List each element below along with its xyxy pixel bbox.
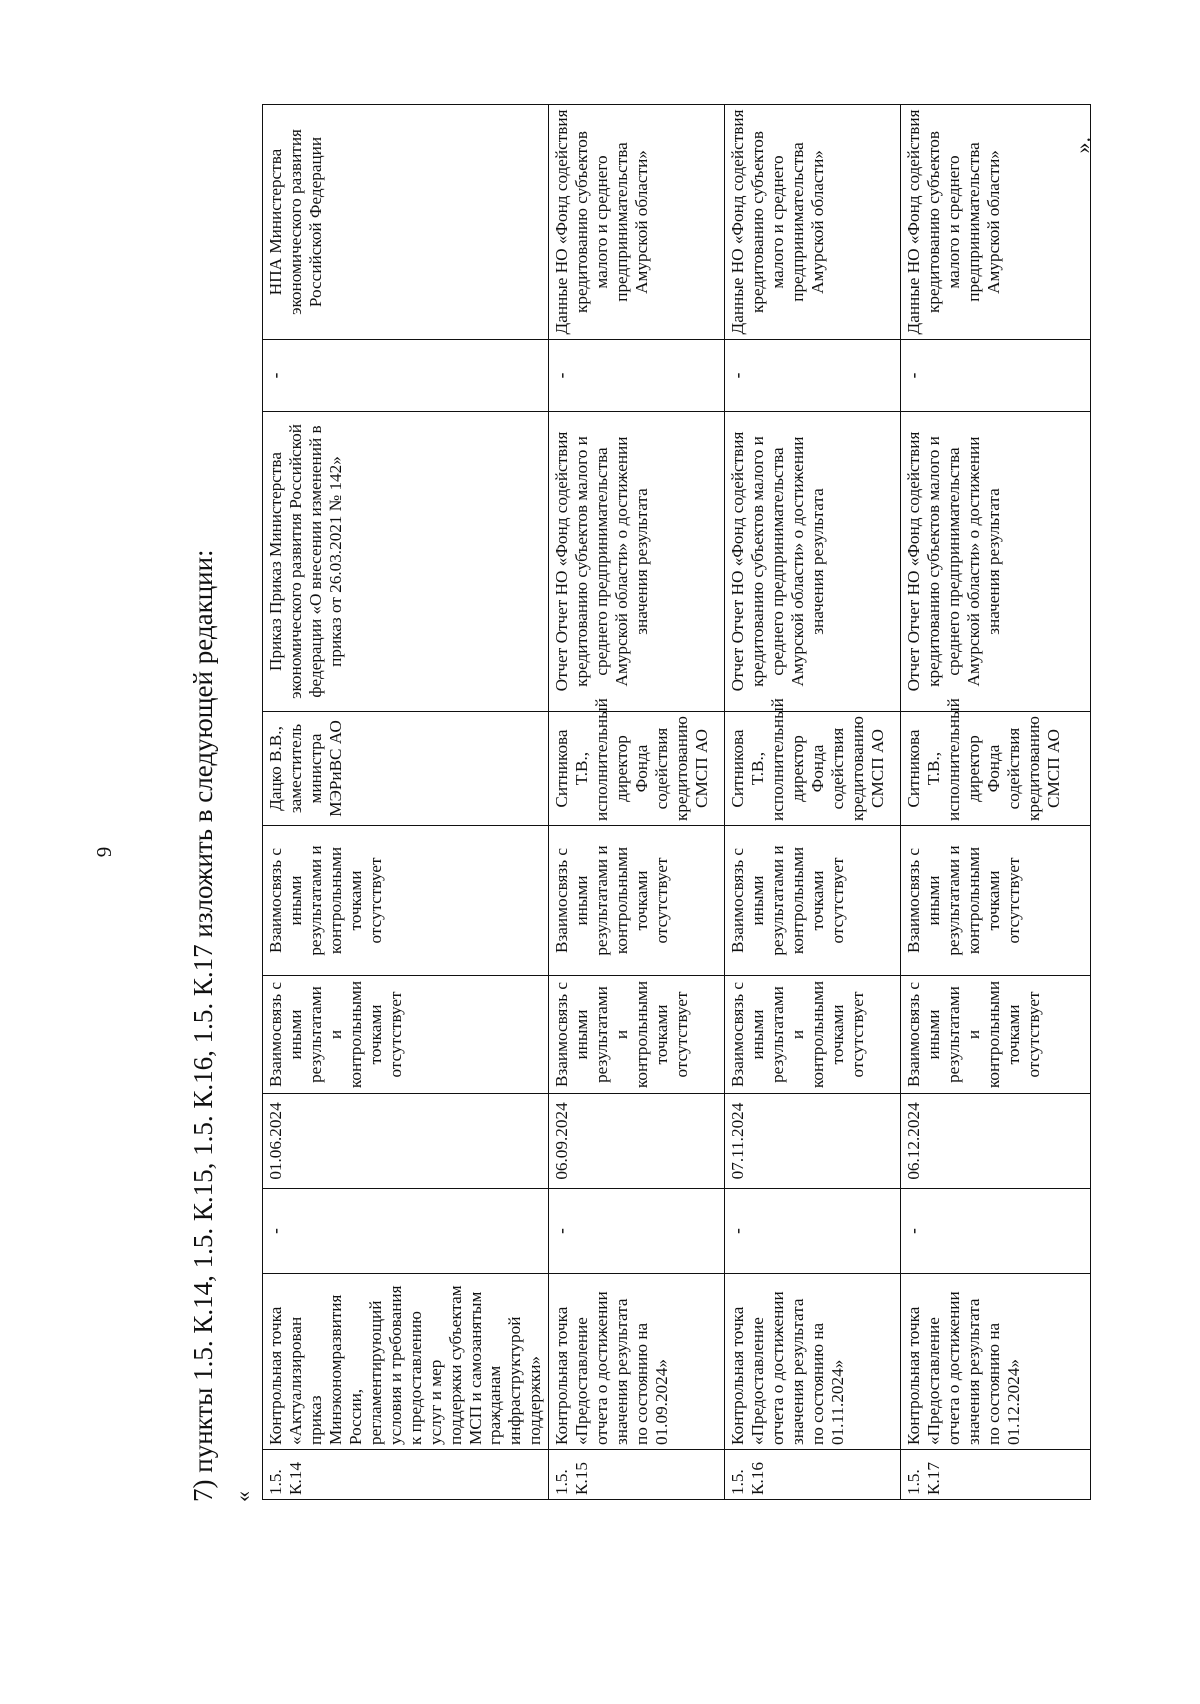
- empty-value-cell: -: [549, 1189, 725, 1274]
- confirming-document: Приказ Приказ Министерства экономического развития Российской федерации «О внесении изменений в приказ от 26.03.2021 № 142»: [263, 412, 549, 712]
- responsible-person: Ситникова Т.В., исполнительный директор Фонда содействия кредитованию СМСП АО: [549, 712, 725, 826]
- empty-value-cell: -: [263, 1189, 549, 1274]
- empty-value-cell: -: [725, 340, 901, 412]
- table-row: [901, 105, 1091, 1500]
- relation-cell-a: Взаимосвязь с иными результатами и контрольными точками отсутствует: [549, 976, 725, 1094]
- relation-cell-a: Взаимосвязь с иными результатами и контрольными точками отсутствует: [901, 976, 1091, 1094]
- information-source: Данные НО «Фонд содействия кредитованию субъектов малого и среднего предпринимательства Амурской области»: [901, 105, 1091, 340]
- empty-value-cell: -: [549, 340, 725, 412]
- responsible-person: Дацко В.В., заместитель министра МЭРиВС АО: [263, 712, 549, 826]
- relation-cell-b: Взаимосвязь с иными результатами и контрольными точками отсутствует: [901, 826, 1091, 976]
- closing-quote-mark: ».: [1070, 137, 1095, 154]
- empty-value-cell: -: [725, 1189, 901, 1274]
- row-code: 1.5. К.14: [263, 1450, 549, 1500]
- row-code: 1.5. К.16: [725, 1450, 901, 1500]
- control-point-name: Контрольная точка «Актуализирован приказ Минэкономразвития России, регламентирующий условия и требования к предоставлению услуг и мер поддержки субъектам МСП и самозанятым гражданам инфраструктурой поддержки»: [263, 1274, 549, 1450]
- table-row: [725, 105, 901, 1500]
- deadline-date: 06.09.2024: [549, 1094, 725, 1189]
- confirming-document: Отчет Отчет НО «Фонд содействия кредитованию субъектов малого и среднего предпринимательства Амурской области» о достижении значения результата: [549, 412, 725, 712]
- deadline-date: 01.06.2024: [263, 1094, 549, 1189]
- deadline-date: 07.11.2024: [725, 1094, 901, 1189]
- confirming-document: Отчет Отчет НО «Фонд содействия кредитованию субъектов малого и среднего предпринимательства Амурской области» о достижении значения результата: [901, 412, 1091, 712]
- table-row: [549, 105, 725, 1500]
- relation-cell-a: Взаимосвязь с иными результатами и контрольными точками отсутствует: [725, 976, 901, 1094]
- empty-value-cell: -: [263, 340, 549, 412]
- amendment-intro-text: 7) пункты 1.5. К.14, 1.5. К.15, 1.5. К.16, 1.5. К.17 изложить в следующей редакции:: [188, 549, 218, 1502]
- responsible-person: Ситникова Т.В., исполнительный директор Фонда содействия кредитованию СМСП АО: [725, 712, 901, 826]
- row-code: 1.5. К.15: [549, 1450, 725, 1500]
- deadline-date: 06.12.2024: [901, 1094, 1091, 1189]
- relation-cell-a: Взаимосвязь с иными результатами и контрольными точками отсутствует: [263, 976, 549, 1094]
- control-point-name: Контрольная точка «Предоставление отчета о достижении значения результата по состоянию на 01.11.2024»: [725, 1274, 901, 1450]
- responsible-person: Ситникова Т.В., исполнительный директор Фонда содействия кредитованию СМСП АО: [901, 712, 1091, 826]
- row-code: 1.5. К.17: [901, 1450, 1091, 1500]
- table-row: [263, 105, 549, 1500]
- control-point-name: Контрольная точка «Предоставление отчета о достижении значения результата по состоянию на 01.09.2024»: [549, 1274, 725, 1450]
- control-points-table: [262, 104, 1091, 1500]
- confirming-document: Отчет Отчет НО «Фонд содействия кредитованию субъектов малого и среднего предпринимательства Амурской области» о достижении значения результата: [725, 412, 901, 712]
- control-point-name: Контрольная точка «Предоставление отчета о достижении значения результата по состоянию на 01.12.2024»: [901, 1274, 1091, 1450]
- information-source: НПА Министерства экономического развития Российской Федерации: [263, 105, 549, 340]
- rotated-landscape-content: [70, 72, 1130, 1632]
- empty-value-cell: -: [901, 1189, 1091, 1274]
- relation-cell-b: Взаимосвязь с иными результатами и контрольными точками отсутствует: [549, 826, 725, 976]
- information-source: Данные НО «Фонд содействия кредитованию субъектов малого и среднего предпринимательства Амурской области»: [725, 105, 901, 340]
- information-source: Данные НО «Фонд содействия кредитованию субъектов малого и среднего предпринимательства Амурской области»: [549, 105, 725, 340]
- opening-quote-mark: «: [230, 1491, 255, 1502]
- relation-cell-b: Взаимосвязь с иными результатами и контрольными точками отсутствует: [263, 826, 549, 976]
- relation-cell-b: Взаимосвязь с иными результатами и контрольными точками отсутствует: [725, 826, 901, 976]
- empty-value-cell: -: [901, 340, 1091, 412]
- page-number: 9: [92, 846, 116, 858]
